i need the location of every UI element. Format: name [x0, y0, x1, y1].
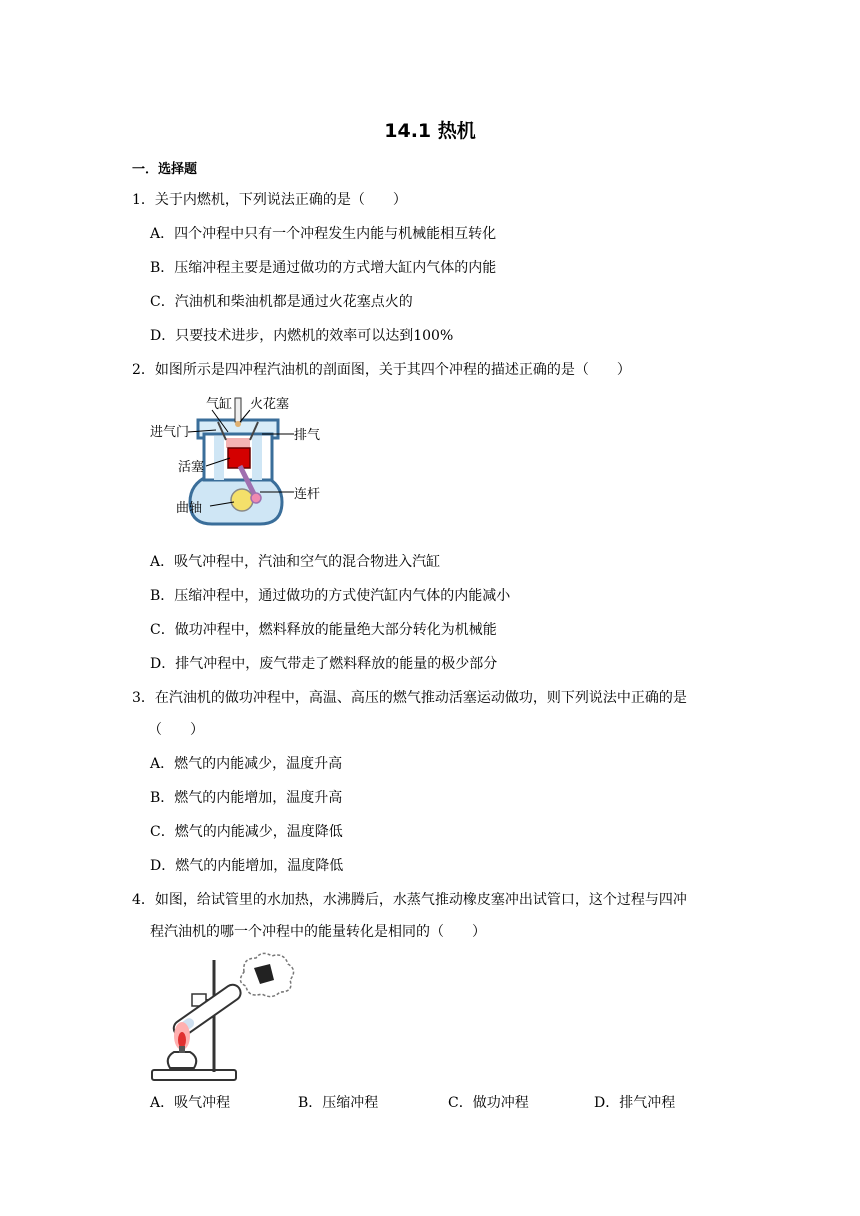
label-exhaust: 排气	[294, 428, 321, 443]
label-crankshaft: 曲轴	[176, 501, 203, 516]
question-2-option-c: C．做功冲程中，燃料释放的能量绝大部分转化为机械能	[150, 622, 497, 638]
label-connecting-rod: 连杆	[294, 487, 321, 502]
question-4-option-c: C．做功冲程	[448, 1095, 529, 1111]
question-4-stem-line-1: 4．如图，给试管里的水加热，水沸腾后，水蒸气推动橡皮塞冲出试管口，这个过程与四冲	[132, 892, 687, 908]
question-2-stem: 2．如图所示是四冲程汽油机的剖面图，关于其四个冲程的描述正确的是（ ）	[132, 362, 631, 378]
question-4-option-b: B．压缩冲程	[298, 1095, 379, 1111]
question-1-option-c: C．汽油机和柴油机都是通过火花塞点火的	[150, 294, 413, 310]
question-3-stem-line-1: 3．在汽油机的做功冲程中，高温、高压的燃气推动活塞运动做功，则下列说法中正确的是	[132, 690, 687, 706]
question-1-option-d: D．只要技术进步，内燃机的效率可以达到100%	[150, 328, 454, 344]
question-4-option-d: D．排气冲程	[594, 1095, 676, 1111]
question-4-option-a: A．吸气冲程	[150, 1095, 231, 1111]
question-1-option-a: A．四个冲程中只有一个冲程发生内能与机械能相互转化	[150, 226, 497, 242]
label-cylinder: 气缸	[206, 397, 233, 412]
page-title: 14.1 热机	[384, 120, 476, 142]
question-3-option-c: C．燃气的内能减少，温度降低	[150, 824, 343, 840]
label-intake-valve: 进气门	[150, 425, 190, 440]
question-2-option-b: B．压缩冲程中，通过做功的方式使汽缸内气体的内能减小	[150, 588, 511, 604]
question-2-option-d: D．排气冲程中，废气带走了燃料释放的能量的极少部分	[150, 656, 498, 672]
test-tube-experiment-figure	[148, 950, 298, 1084]
question-1-option-b: B．压缩冲程主要是通过做功的方式增大缸内气体的内能	[150, 260, 497, 276]
question-3-option-d: D．燃气的内能增加，温度降低	[150, 858, 344, 874]
section-heading: 一．选择题	[132, 162, 198, 177]
question-3-option-b: B．燃气的内能增加，温度升高	[150, 790, 343, 806]
engine-cross-section-figure	[148, 392, 338, 530]
question-3-stem-line-2: （ ）	[148, 722, 204, 738]
question-1-stem: 1．关于内燃机，下列说法正确的是（ ）	[132, 192, 407, 208]
label-piston: 活塞	[178, 460, 205, 475]
label-spark-plug: 火花塞	[250, 397, 290, 412]
question-3-option-a: A．燃气的内能减少，温度升高	[150, 756, 343, 772]
question-4-stem-line-2: 程汽油机的哪一个冲程中的能量转化是相同的（ ）	[150, 924, 486, 940]
question-2-option-a: A．吸气冲程中，汽油和空气的混合物进入汽缸	[150, 554, 441, 570]
